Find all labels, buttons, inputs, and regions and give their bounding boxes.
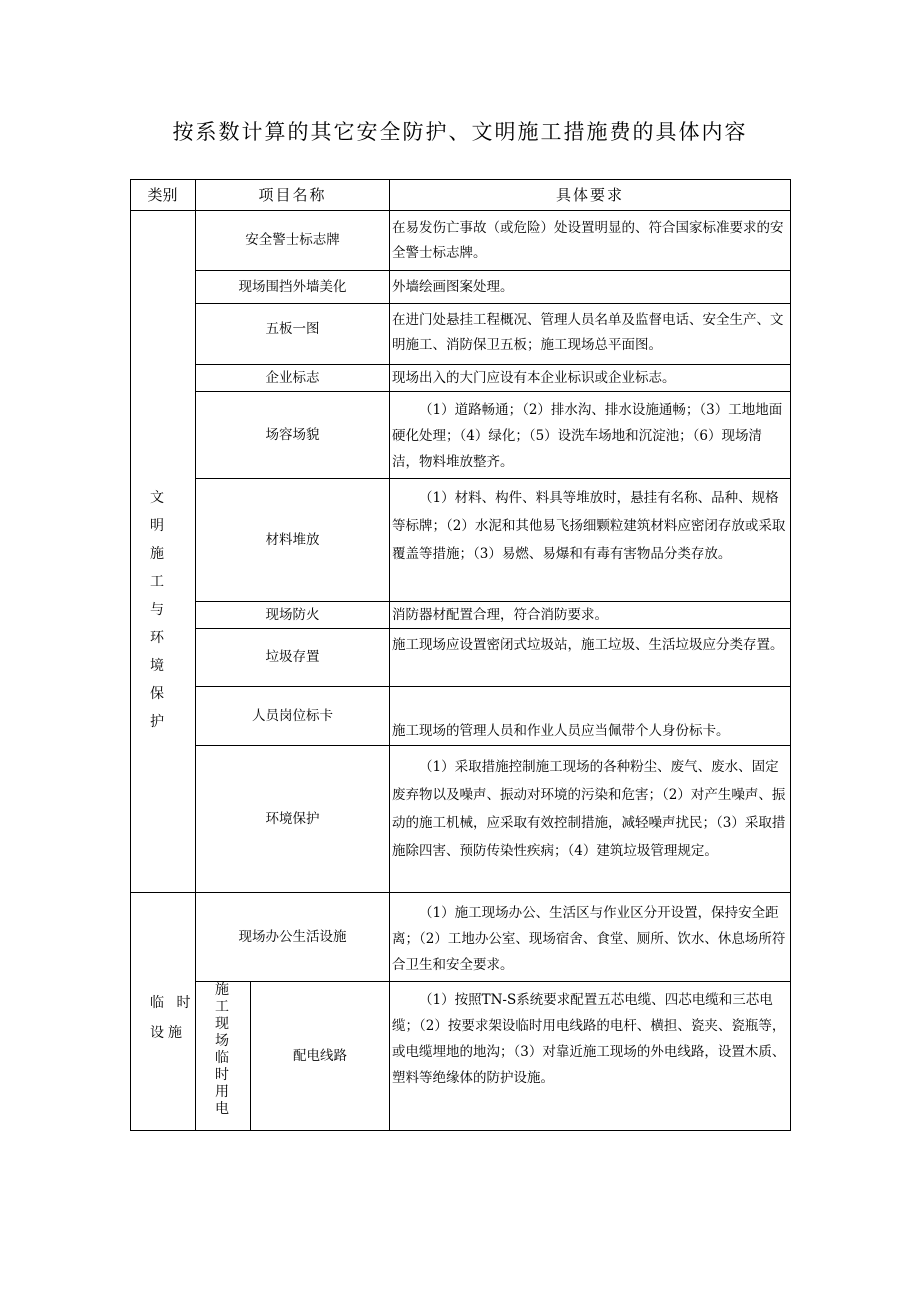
header-name: 项目名称 [258, 185, 327, 204]
row-name: 人员岗位标卡 [252, 707, 333, 724]
row-name: 现场围挡外墙美化 [238, 278, 347, 295]
row-requirement: （1）材料、构件、料具等堆放时，悬挂有名称、品种、规格等标牌；（2）水泥和其他易飞扬细颗粒建筑材料应密闭存放或采取覆盖等措施；（3）易燃、易爆和有毒有害物品分类存放。 [392, 490, 786, 562]
row-name: 企业标志 [265, 369, 320, 386]
row-name: 材料堆放 [265, 531, 320, 548]
subcategory-power: 施工现场临时用电 [215, 982, 229, 1117]
row-requirement: 在易发伤亡事故（或危险）处设置明显的、符合国家标准要求的安全警士标志牌。 [392, 220, 784, 261]
row-requirement: （1）道路畅通；（2）排水沟、排水设施通畅；（3）工地地面硬化处理；（4）绿化；（5）设洗车场地和沉淀池；（6）现场清洁，物料堆放整齐。 [392, 402, 783, 470]
row-name: 场容场貌 [265, 426, 320, 443]
page-title: 按系数计算的其它安全防护、文明施工措施费的具体内容 [172, 120, 748, 144]
row-requirement: （1）采取措施控制施工现场的各种粉尘、废气、废水、固定废弃物以及噪声、振动对环境的污染和危害；（2）对产生噪声、振动的施工机械，应采取有效控制措施，减轻噪声扰民；（3）采取措施除四害、预防传染性疾病；（4）建筑垃圾管理规定。 [392, 759, 786, 859]
row-name: 环境保护 [265, 810, 320, 827]
row-name: 垃圾存置 [265, 649, 320, 665]
category-civilized: 文 明 施 工 与 环 境 保 护 [150, 490, 171, 730]
header-category: 类别 [147, 185, 178, 204]
row-requirement: 消防器材配置合理，符合消防要求。 [392, 607, 608, 623]
category-temporary: 临 时 设施 [150, 995, 195, 1041]
row-requirement: （1）按照TN-S系统要求配置五芯电缆、四芯电缆和三芯电缆；（2）按要求架设临时用电线路的电杆、横担、瓷夹、瓷瓶等，或电缆埋地的地沟；（3）对靠近施工现场的外电线路，设置木质、塑料等绝缘体的防护设施。 [392, 992, 786, 1086]
header-requirement: 具体要求 [555, 185, 624, 204]
row-name: 现场防火 [265, 606, 320, 623]
row-name: 五板一图 [265, 320, 320, 337]
row-name: 现场办公生活设施 [238, 928, 347, 945]
row-requirement: 现场出入的大门应设有本企业标识或企业标志。 [392, 370, 676, 386]
row-requirement: 外墙绘画图案处理。 [392, 279, 514, 295]
row-requirement: 施工现场的管理人员和作业人员应当佩带个人身份标卡。 [392, 723, 730, 739]
row-requirement: 施工现场应设置密闭式垃圾站，施工垃圾、生活垃圾应分类存置。 [392, 637, 784, 653]
row-requirement: （1）施工现场办公、生活区与作业区分开设置，保持安全距离；（2）工地办公室、现场宿舍、食堂、厕所、饮水、休息场所符合卫生和安全要求。 [392, 905, 786, 973]
row-requirement: 在进门处悬挂工程概况、管理人员名单及监督电话、安全生产、文明施工、消防保卫五板；施工现场总平面图。 [392, 312, 784, 353]
row-name: 安全警士标志牌 [245, 232, 340, 248]
row-name: 配电线路 [293, 1047, 347, 1064]
